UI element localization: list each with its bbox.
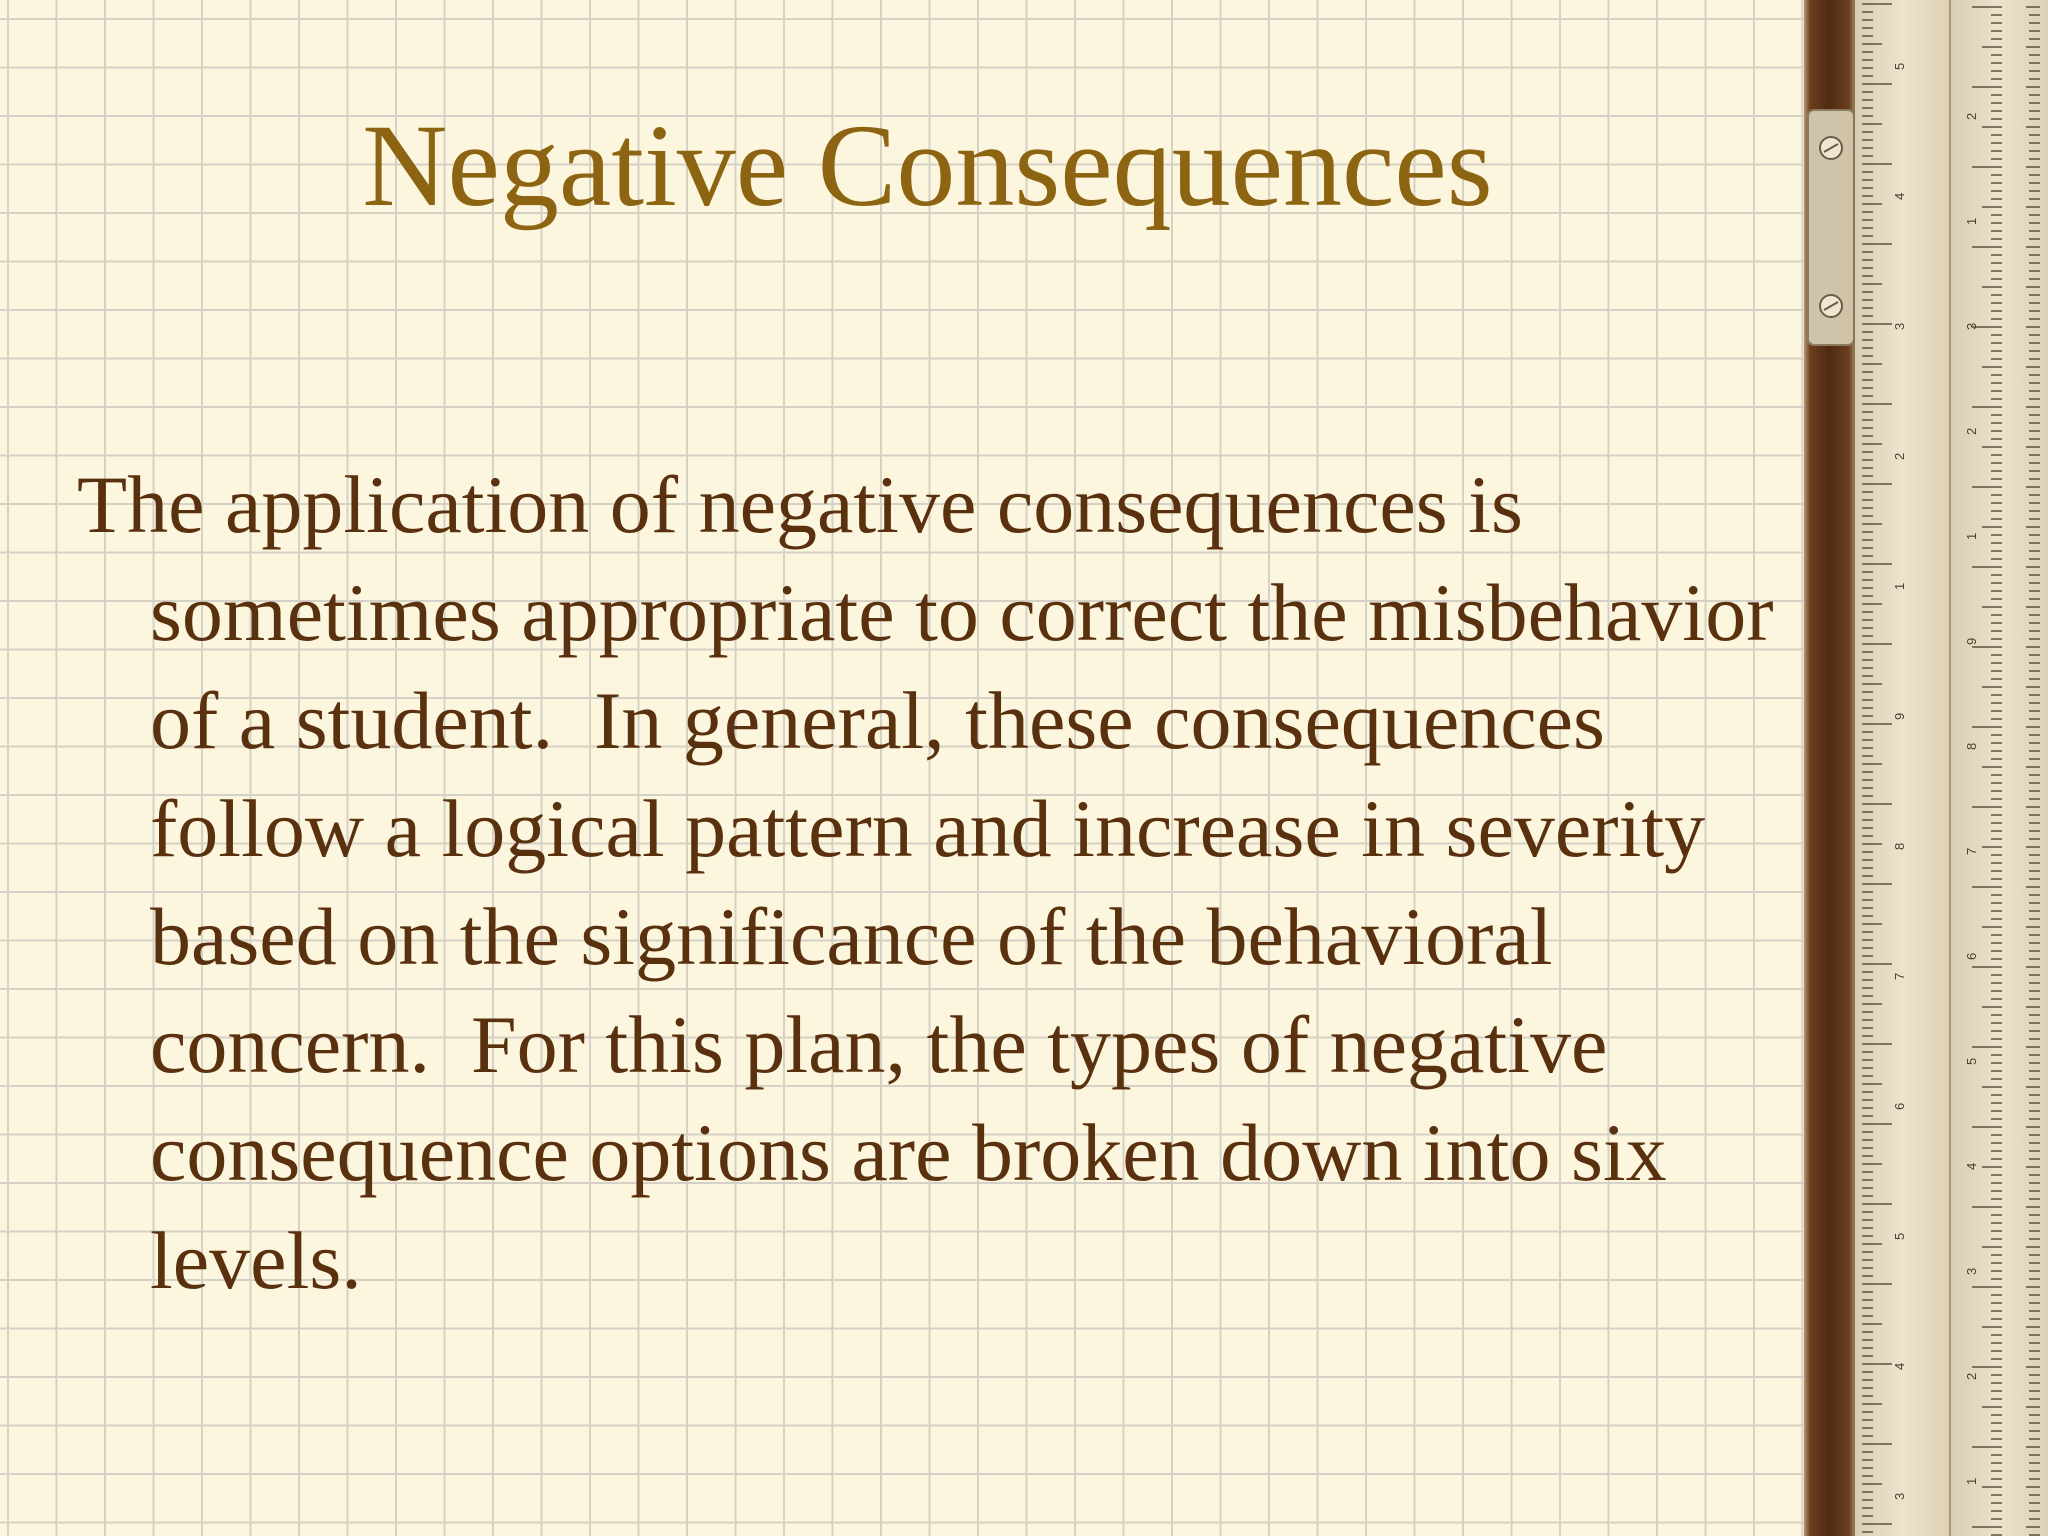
slide-title: Negative Consequences bbox=[362, 100, 1493, 231]
ruler-number: 8 bbox=[1892, 842, 1907, 850]
ruler-number: 2 bbox=[1964, 427, 1979, 435]
ruler-number: 2 bbox=[1964, 112, 1979, 120]
ruler-number: 3 bbox=[1892, 322, 1907, 330]
ruler-number: 1 bbox=[1892, 582, 1907, 590]
ruler-number: 6 bbox=[1892, 1102, 1907, 1110]
ruler-number: 7 bbox=[1892, 972, 1907, 980]
ruler-decoration bbox=[1804, 0, 2048, 1536]
ruler-number: 2 bbox=[1964, 1372, 1979, 1380]
ruler-number: 9 bbox=[1892, 712, 1907, 720]
ruler-number: 4 bbox=[1892, 1362, 1907, 1370]
ruler-number: 1 bbox=[1964, 1477, 1979, 1485]
slide-body-text: The application of negative consequences is sometimes appropriate to correct the misbehavior of a student. In general, these consequences follow a logical pattern and increase in severity based on the significance of the behavioral concern. For this plan, the types of negative consequence options are broken down into six levels. bbox=[77, 459, 1795, 1306]
ruler-number: 3 bbox=[1892, 1492, 1907, 1500]
ruler-number: 6 bbox=[1964, 952, 1979, 960]
ruler-number: 5 bbox=[1964, 1057, 1979, 1065]
ruler-number: 3 bbox=[1964, 1267, 1979, 1275]
ruler-number: 1 bbox=[1964, 532, 1979, 540]
ruler-number: 1 bbox=[1964, 217, 1979, 225]
ruler-number: 2 bbox=[1892, 452, 1907, 460]
ruler-number: 4 bbox=[1964, 1162, 1979, 1170]
ruler-number: 4 bbox=[1892, 192, 1907, 200]
ruler-number: 5 bbox=[1892, 1232, 1907, 1240]
ruler-number: 7 bbox=[1964, 847, 1979, 855]
ruler-number: 5 bbox=[1892, 62, 1907, 70]
ruler-number: 3 bbox=[1964, 322, 1979, 330]
ruler-number: 8 bbox=[1964, 742, 1979, 750]
ruler-icon bbox=[1804, 0, 2048, 1536]
ruler-number: 9 bbox=[1964, 637, 1979, 645]
